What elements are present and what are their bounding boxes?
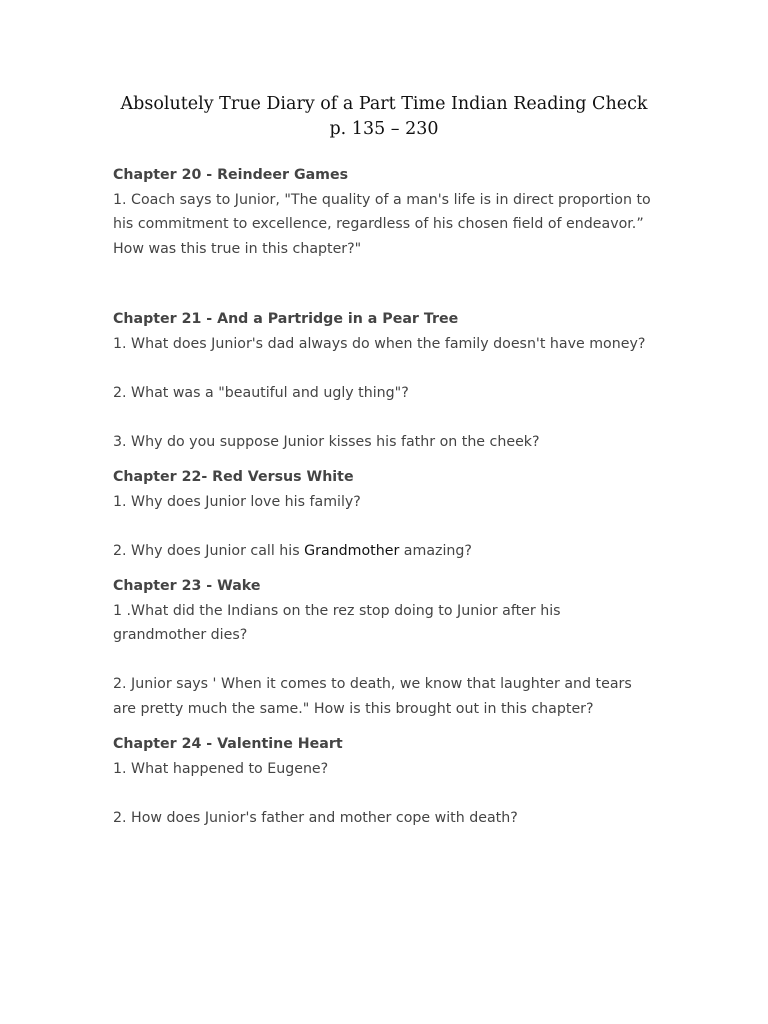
chapter-21-question-3: 3. Why do you suppose Junior kisses his fathr on the cheek? bbox=[113, 433, 540, 450]
chapter-22-question-1: 1. Why does Junior love his family? bbox=[113, 493, 361, 510]
spacer bbox=[113, 454, 653, 465]
spacer bbox=[113, 563, 653, 574]
document-title bbox=[100, 92, 668, 142]
document-body bbox=[113, 163, 653, 830]
chapter-23-question-1: 1 .What did the Indians on the rez stop doing to Junior after his grandmother dies? bbox=[113, 602, 561, 643]
chapter-23-question-2: 2. Junior says ' When it comes to death, we know that laughter and tears are pretty much the same." How is this brought out in this chapter? bbox=[113, 676, 632, 717]
chapter-22-question-2 bbox=[113, 539, 653, 564]
chapter-21-question-1: 1. What does Junior's dad always do when the family doesn't have money? bbox=[113, 335, 646, 352]
spacer bbox=[113, 405, 653, 430]
chapter-20-question-1: 1. Coach says to Junior, "The quality of a man's life is in direct proportion to his commitment to excellence, regardless of his chosen field of endeavor.” How was this true in this chapter?" bbox=[113, 191, 651, 257]
chapter-22-heading: Chapter 22- Red Versus White bbox=[113, 469, 354, 485]
spacer bbox=[113, 514, 653, 539]
chapter-24-question-1: 1. What happened to Eugene? bbox=[113, 760, 329, 777]
question-text-before: 2. Why does Junior call his bbox=[113, 542, 305, 559]
chapter-20-heading: Chapter 20 - Reindeer Games bbox=[113, 167, 349, 183]
spacer bbox=[113, 356, 653, 381]
chapter-21-question-2: 2. What was a "beautiful and ugly thing"? bbox=[113, 384, 409, 401]
spacer bbox=[113, 721, 653, 732]
title-line-2: p. 135 – 230 bbox=[329, 119, 439, 139]
question-text-after: amazing? bbox=[399, 542, 472, 559]
spacer bbox=[113, 781, 653, 806]
chapter-24-heading: Chapter 24 - Valentine Heart bbox=[113, 736, 343, 752]
chapter-21-heading: Chapter 21 - And a Partridge in a Pear Tree bbox=[113, 311, 459, 327]
spacer bbox=[113, 648, 653, 673]
chapter-23-heading: Chapter 23 - Wake bbox=[113, 578, 261, 594]
title-line-1: Absolutely True Diary of a Part Time Indian Reading Check bbox=[120, 94, 648, 114]
question-highlight-word: Grandmother bbox=[304, 542, 400, 559]
spacer bbox=[113, 261, 653, 307]
chapter-24-question-2: 2. How does Junior's father and mother cope with death? bbox=[113, 809, 518, 826]
